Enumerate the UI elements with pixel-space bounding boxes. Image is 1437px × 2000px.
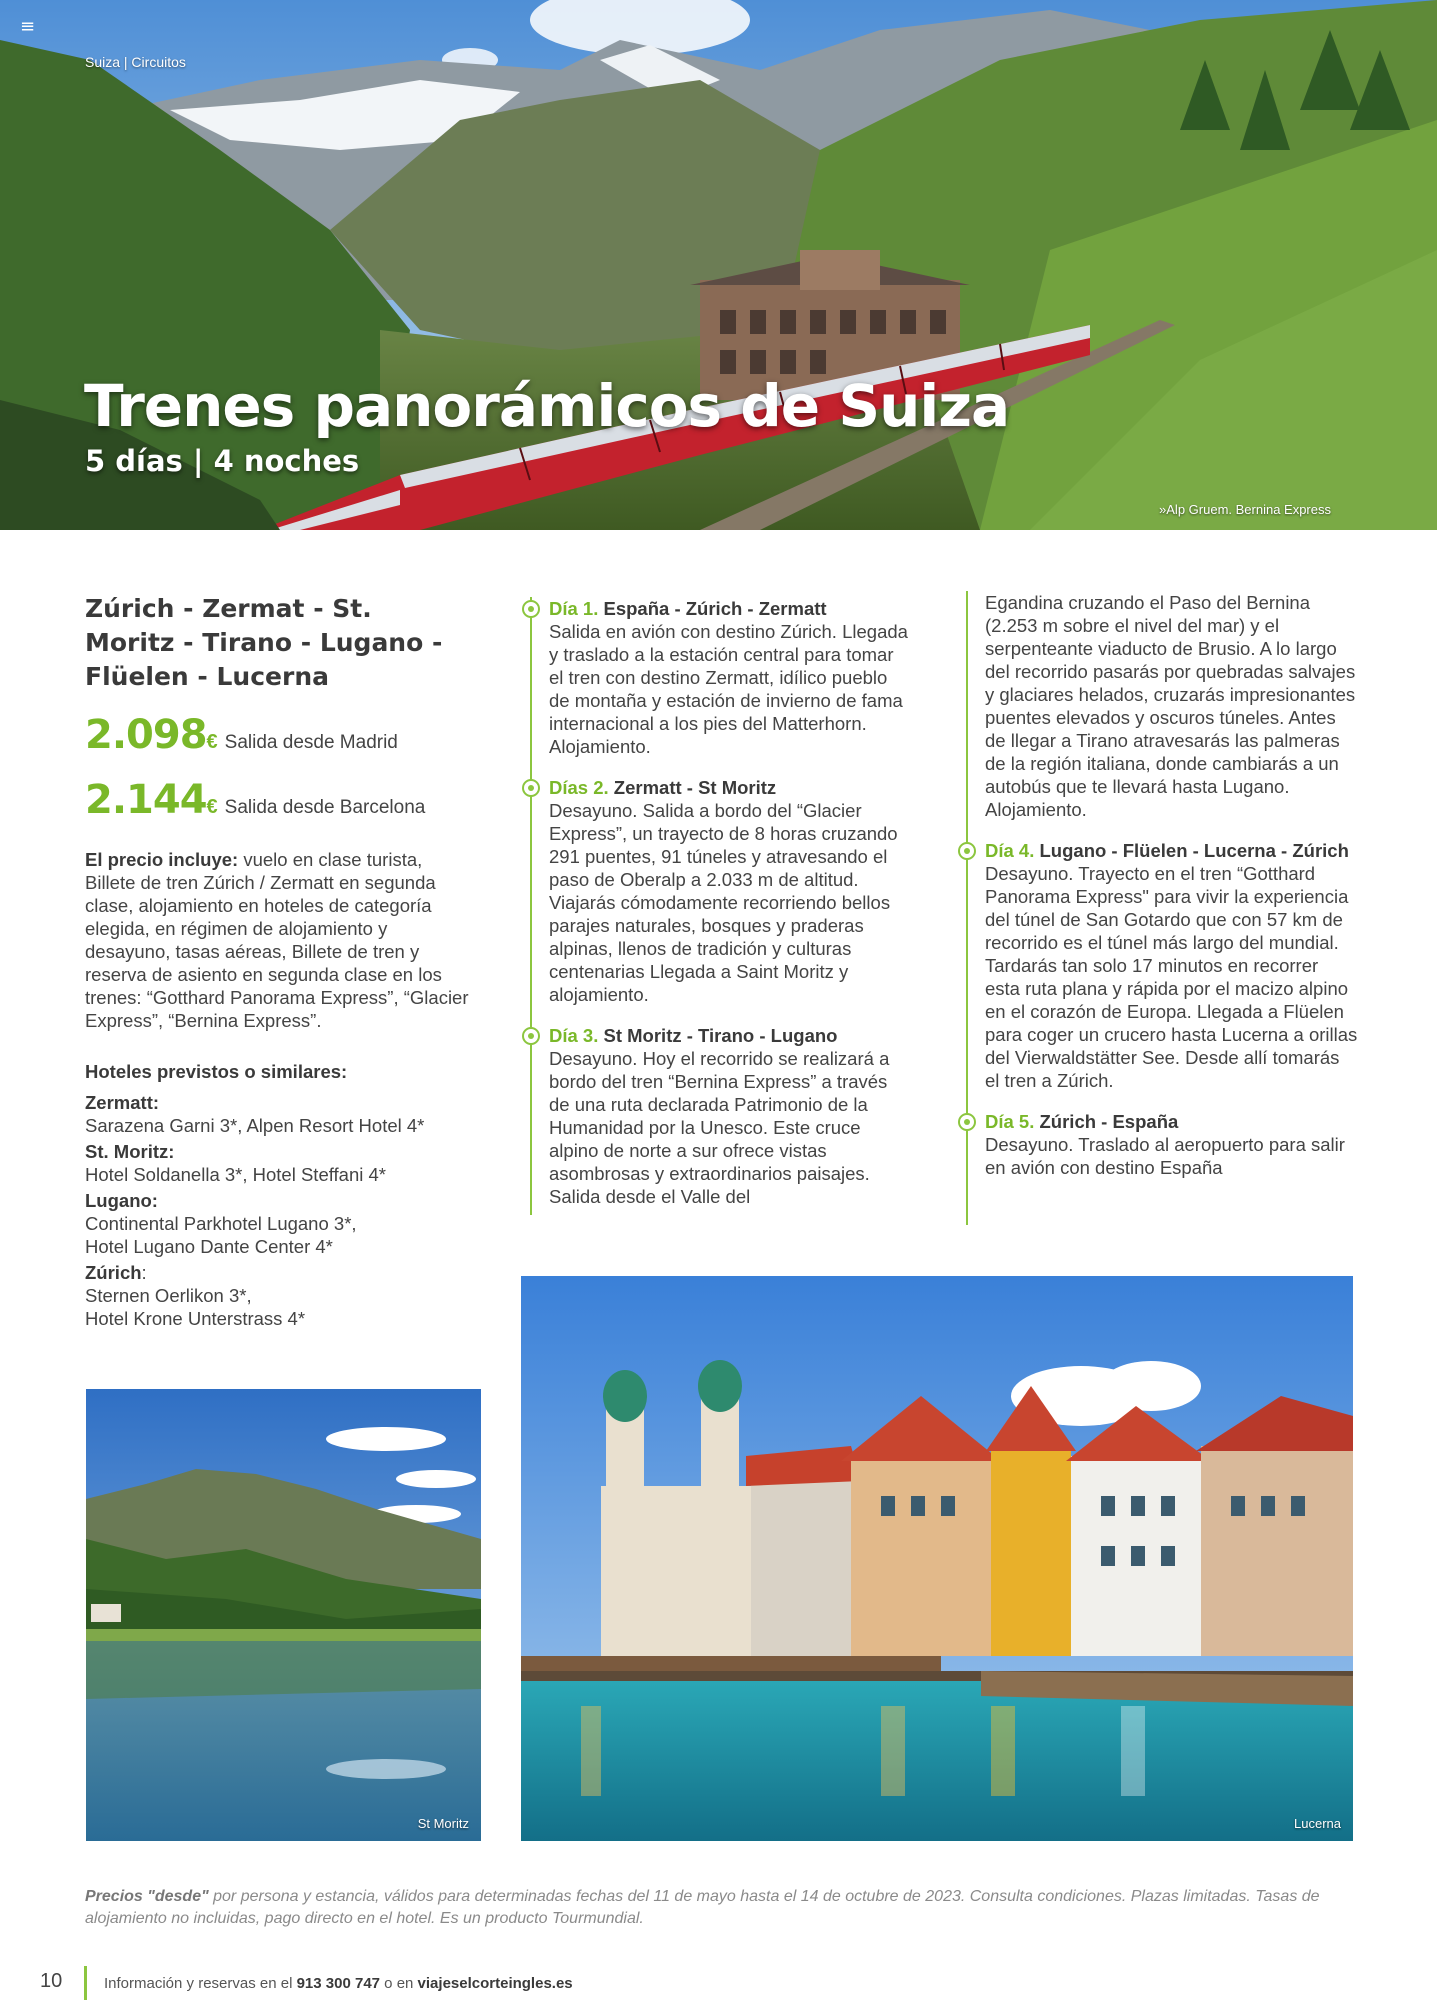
includes-text: vuelo en clase turista, Billete de tren Zúrich / Zermatt en segunda clase, alojamiento en hoteles de categoría elegida, en régimen de alojamiento y desayuno, tasas aéreas, Billete de tren y reserva de asiento en segunda clase en los trenes: “Gotthard Panorama Express”, “Glacier Express”, “Bernina Express”. xyxy=(85,849,469,1031)
itinerary-column-1 xyxy=(530,597,912,1215)
contact-info xyxy=(104,1975,573,1992)
hotel-names: Hotel Soldanella 3*, Hotel Steffani 4* xyxy=(85,1164,386,1185)
price-includes xyxy=(85,848,470,1032)
hotel-names: Sarazena Garni 3*, Alpen Resort Hotel 4* xyxy=(85,1115,425,1136)
st-moritz-image xyxy=(86,1389,481,1841)
price-label: Salida desde Madrid xyxy=(224,732,398,753)
info-prefix: Información y reservas en el xyxy=(104,1975,297,1992)
hotel-entry xyxy=(85,1091,485,1137)
itinerary-day-5 xyxy=(968,1110,1358,1179)
trip-duration: 5 días | 4 noches xyxy=(85,444,360,478)
day-description: Desayuno. Trayecto en el tren “Gotthard Panorama Express" para vivir la experiencia del túnel de San Gotardo que con 57 km de recorrido es el túnel más largo del mundial. Tardarás tan solo 17 minutos en recorrer esta ruta plana y rápida por el macizo alpino en el corazón de Europa. Llegada a Flüelen para coger un crucero hasta Lucerna a orillas del Vierwaldstätter See. Desde allí tomarás el tren a Zúrich. xyxy=(985,863,1358,1091)
phone-number[interactable]: 913 300 747 xyxy=(296,1975,381,1992)
photo-lucerna xyxy=(521,1276,1353,1841)
itinerary-day-2 xyxy=(532,776,912,1006)
hotel-city: St. Moritz: xyxy=(85,1141,175,1162)
timeline-dot-icon xyxy=(522,779,540,797)
day-description: Egandina cruzando el Paso del Bernina (2.253 m sobre el nivel del mar) y el serpenteante viaducto de Brusio. A lo largo del recorrido pasarás por quebradas salvajes y glaciares helados, cruzarás impresionantes puentes elevados y oscuros túneles. Antes de llegar a Tirano atravesarás las palmeras de la región italiana, donde cambiarás a un autobús que te llevará hasta Lugano. Alojamiento. xyxy=(985,592,1356,820)
hotel-entry xyxy=(85,1261,485,1330)
info-mid: o en xyxy=(380,1975,418,1992)
price-disclaimer xyxy=(85,1886,1365,1930)
website-link[interactable]: viajeselcorteingles.es xyxy=(417,1975,573,1992)
hotel-entry xyxy=(85,1140,485,1186)
timeline-dot-icon xyxy=(958,842,976,860)
day-label: Día 5. xyxy=(985,1111,1035,1132)
day-label: Día 4. xyxy=(985,840,1035,861)
itinerary-day-3-continued xyxy=(968,591,1358,821)
day-label: Días 2. xyxy=(549,777,609,798)
photo-st-moritz xyxy=(86,1389,481,1841)
timeline-dot-icon xyxy=(958,1113,976,1131)
itinerary-column-2 xyxy=(966,591,1358,1225)
hero-photo-caption: »Alp Gruem. Bernina Express xyxy=(1159,502,1331,517)
price-amount: 2.098 xyxy=(85,712,207,758)
day-title: Zermatt - St Moritz xyxy=(613,777,777,798)
hotel-city: Zermatt: xyxy=(85,1092,160,1113)
hotel-entry xyxy=(85,1189,485,1258)
lucerna-image xyxy=(521,1276,1353,1841)
day-description: Desayuno. Hoy el recorrido se realizará a bordo del tren “Bernina Express” a través de una ruta declarada Patrimonio de la Humanidad por la Unesco. Este cruce alpino de norte a sur ofrece vistas asombrosas y extraordinarios paisajes. Salida desde el Valle del xyxy=(549,1048,890,1207)
menu-icon[interactable]: ≡ xyxy=(20,16,36,37)
day-title: España - Zúrich - Zermatt xyxy=(603,598,827,619)
photo-caption: St Moritz xyxy=(417,1816,469,1831)
hotel-city-suffix: : xyxy=(141,1262,147,1283)
hotels-title: Hoteles previstos o similares: xyxy=(85,1061,348,1082)
timeline-dot-icon xyxy=(522,1027,540,1045)
includes-label: El precio incluye: xyxy=(85,849,239,870)
hotels-section xyxy=(85,1060,485,1333)
itinerary-day-1 xyxy=(532,597,912,758)
hotel-names: Continental Parkhotel Lugano 3*, xyxy=(85,1213,357,1234)
day-description: Desayuno. Salida a bordo del “Glacier Express”, un trayecto de 8 horas cruzando 291 puentes, 91 túneles y atravesando el paso de Oberalp a 2.033 m de altitud. Viajarás cómodamente recorriendo bellos parajes naturales, bosques y praderas alpinas, llenos de tradición y culturas centenarias Llegada a Saint Moritz y alojamiento. xyxy=(549,800,898,1005)
hotel-names: Sternen Oerlikon 3*, xyxy=(85,1285,252,1306)
disclaimer-text: por persona y estancia, válidos para determinadas fechas del 11 de mayo hasta el 14 de octubre de 2023. Consulta condiciones. Plazas limitadas. Tasas de alojamiento no incluidas, pago directo en el hotel. Es un producto Tourmundial. xyxy=(85,1888,1320,1927)
itinerary-day-3 xyxy=(532,1024,912,1208)
photo-caption: Lucerna xyxy=(1294,1816,1341,1831)
price-label: Salida desde Barcelona xyxy=(224,797,426,818)
route-title: Zúrich - Zermat - St. Moritz - Tirano - Lugano - Flüelen - Lucerna xyxy=(85,594,443,691)
hotel-names: Hotel Krone Unterstrass 4* xyxy=(85,1308,306,1329)
day-label: Día 1. xyxy=(549,598,599,619)
day-label: Día 3. xyxy=(549,1025,599,1046)
day-title: Zúrich - España xyxy=(1039,1111,1179,1132)
hotel-names: Hotel Lugano Dante Center 4* xyxy=(85,1236,333,1257)
breadcrumb: Suiza | Circuitos xyxy=(85,54,186,70)
day-description: Desayuno. Traslado al aeropuerto para salir en avión con destino España xyxy=(985,1134,1345,1178)
footer-divider xyxy=(84,1966,87,2000)
price-madrid xyxy=(85,712,398,758)
day-title: Lugano - Flüelen - Lucerna - Zúrich xyxy=(1039,840,1349,861)
price-amount: 2.144 xyxy=(85,777,207,823)
hero-banner xyxy=(0,0,1437,530)
hotel-city: Zúrich xyxy=(85,1262,142,1283)
page-title: Trenes panorámicos de Suiza xyxy=(84,372,1010,440)
timeline-dot-icon xyxy=(522,600,540,618)
disclaimer-bold: Precios "desde" xyxy=(85,1888,209,1905)
itinerary-day-4 xyxy=(968,839,1358,1092)
price-barcelona xyxy=(85,777,425,823)
page-number: 10 xyxy=(40,1970,63,1992)
price-currency: € xyxy=(206,796,218,818)
price-currency: € xyxy=(206,731,218,753)
hotel-city: Lugano: xyxy=(85,1190,158,1211)
day-description: Salida en avión con destino Zúrich. Llegada y traslado a la estación central para tomar el tren con destino Zermatt, idílico pueblo de montaña y estación de invierno de fama internacional a los pies del Matterhorn. Alojamiento. xyxy=(549,621,908,757)
day-title: St Moritz - Tirano - Lugano xyxy=(603,1025,838,1046)
